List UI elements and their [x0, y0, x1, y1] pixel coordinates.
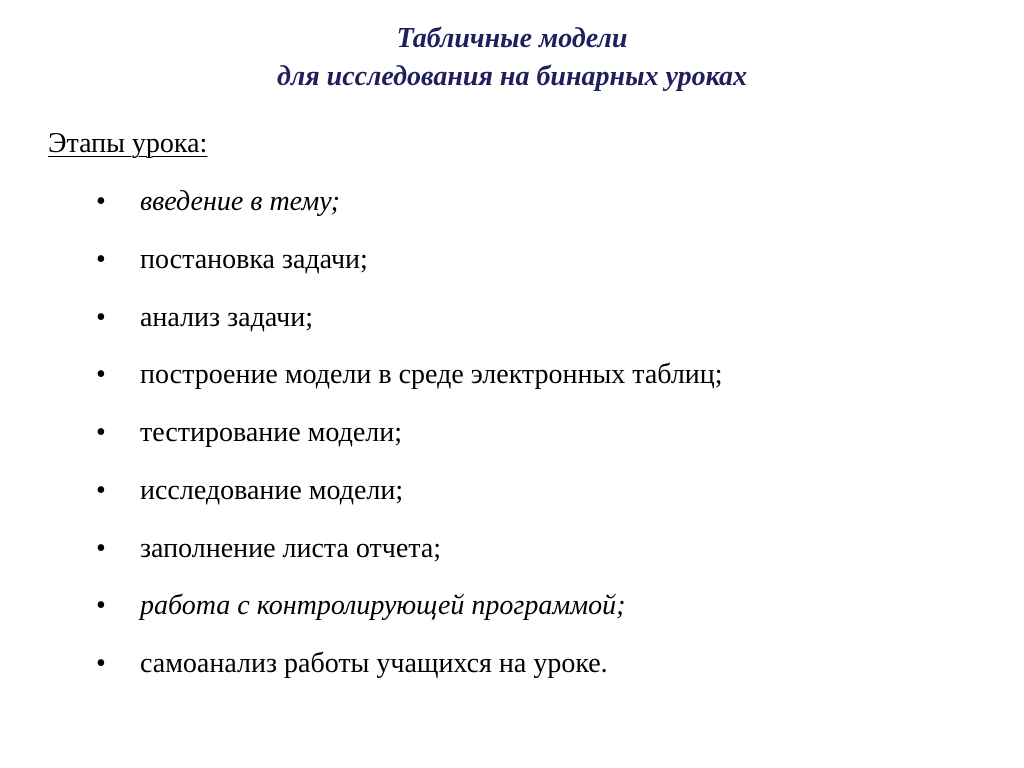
bullet-icon: •	[96, 648, 106, 679]
stage-text: заполнение листа отчета;	[140, 532, 442, 564]
bullet-icon: •	[96, 359, 106, 391]
stage-text: введение в тему;	[140, 186, 340, 217]
bullet-icon: •	[96, 186, 106, 217]
stage-text: постановка задачи;	[140, 243, 368, 275]
bullet-icon: •	[96, 417, 106, 448]
stage-text: построение модели в среде электронных таблиц;	[140, 359, 723, 391]
stage-text: исследование модели;	[140, 474, 404, 506]
slide-title	[0, 20, 1024, 96]
bullet-icon: •	[96, 590, 106, 622]
stage-text: тестирование модели;	[140, 417, 403, 448]
stage-text: работа с контролирующей программой;	[140, 590, 626, 622]
lesson-stages-heading: Этапы урока:	[48, 128, 208, 159]
stage-text: анализ задачи;	[140, 301, 313, 333]
bullet-icon: •	[96, 301, 106, 333]
stage-text: самоанализ работы учащихся на уроке.	[140, 648, 608, 679]
bullet-icon: •	[96, 532, 106, 564]
title-line-1: Табличные модели	[396, 23, 628, 54]
title-line-2: для исследования на бинарных уроках	[276, 61, 748, 92]
bullet-icon: •	[96, 474, 106, 506]
bullet-icon: •	[96, 243, 106, 275]
